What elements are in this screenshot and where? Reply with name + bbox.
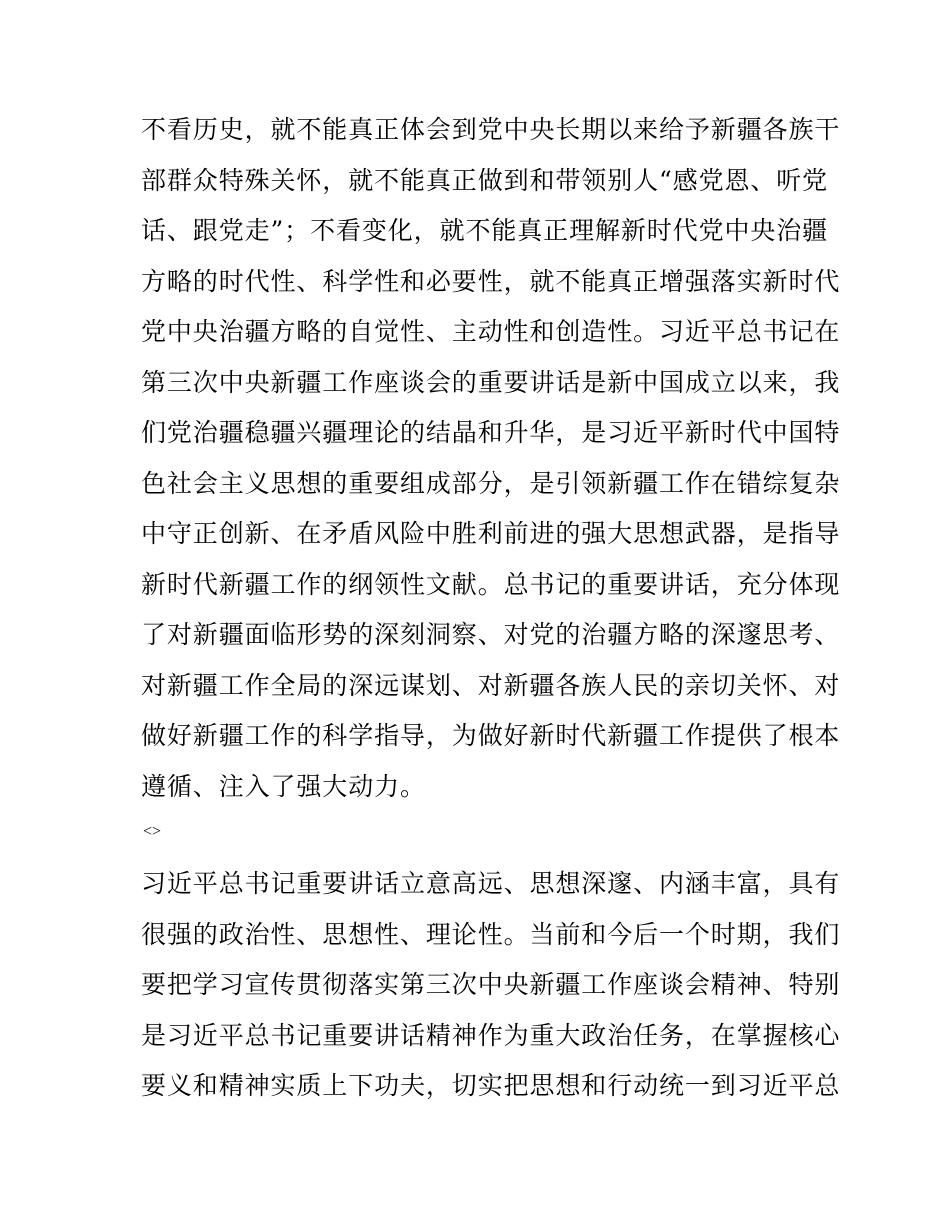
paragraph-1-line-9: 中守正创新、在矛盾风险中胜利前进的强大思想武器，是指导 bbox=[141, 519, 841, 548]
paragraph-1-line-3: 话、跟党走”；不看变化，就不能真正理解新时代党中央治疆 bbox=[141, 216, 829, 245]
paragraph-2-line-4: 是习近平总书记重要讲话精神作为重大政治任务，在掌握核心 bbox=[141, 1021, 841, 1050]
section-separator: <> bbox=[143, 823, 162, 840]
paragraph-1-line-12: 对新疆工作全局的深远谋划、对新疆各族人民的亲切关怀、对 bbox=[141, 671, 841, 700]
paragraph-1-line-4: 方略的时代性、科学性和必要性，就不能真正增强落实新时代 bbox=[141, 267, 841, 296]
paragraph-1-line-6: 第三次中央新疆工作座谈会的重要讲话是新中国成立以来，我 bbox=[141, 368, 841, 397]
paragraph-2-line-5: 要义和精神实质上下功夫，切实把思想和行动统一到习近平总 bbox=[141, 1071, 841, 1100]
paragraph-2-line-3: 要把学习宣传贯彻落实第三次中央新疆工作座谈会精神、特别 bbox=[141, 970, 841, 999]
paragraph-1-line-2: 部群众特殊关怀，就不能真正做到和带领别人“感党恩、听党 bbox=[141, 166, 829, 195]
paragraph-1-line-1: 不看历史，就不能真正体会到党中央长期以来给予新疆各族干 bbox=[141, 115, 841, 144]
paragraph-1-line-5: 党中央治疆方略的自觉性、主动性和创造性。习近平总书记在 bbox=[141, 317, 841, 346]
paragraph-1-line-10: 新时代新疆工作的纲领性文献。总书记的重要讲话，充分体现 bbox=[141, 570, 841, 599]
paragraph-1-line-8: 色社会主义思想的重要组成部分，是引领新疆工作在错综复杂 bbox=[141, 469, 841, 498]
paragraph-2-line-2: 很强的政治性、思想性、理论性。当前和今后一个时期，我们 bbox=[141, 920, 841, 949]
paragraph-1-line-14: 遵循、注入了强大动力。 bbox=[141, 772, 426, 801]
paragraph-1-line-11: 了对新疆面临形势的深刻洞察、对党的治疆方略的深邃思考、 bbox=[141, 620, 841, 649]
paragraph-1-line-7: 们党治疆稳疆兴疆理论的结晶和升华，是习近平新时代中国特 bbox=[141, 418, 841, 447]
paragraph-2-line-1: 习近平总书记重要讲话立意高远、思想深邃、内涵丰富，具有 bbox=[141, 869, 841, 898]
paragraph-1-line-13: 做好新疆工作的科学指导，为做好新时代新疆工作提供了根本 bbox=[141, 721, 841, 750]
